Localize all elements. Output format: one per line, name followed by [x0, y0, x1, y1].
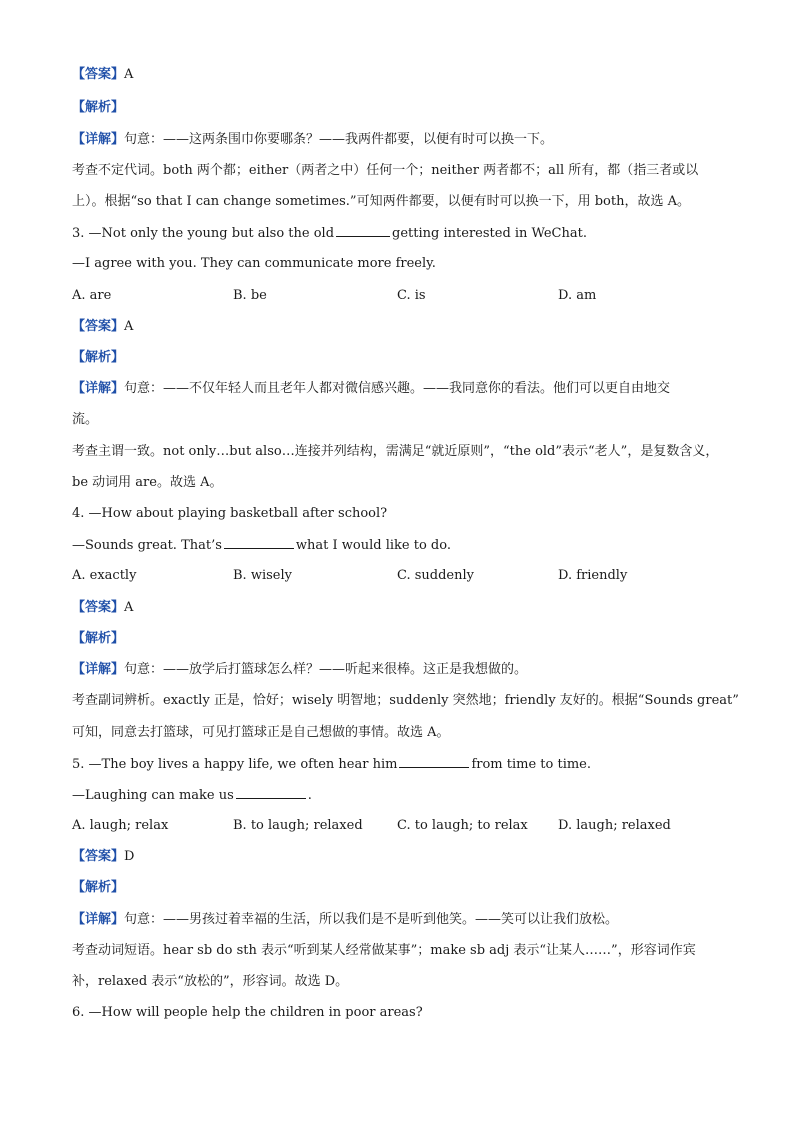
option-d: D. laugh; relaxed — [558, 818, 671, 833]
answer-value: A — [124, 67, 134, 82]
detail-label: 【详解】 — [72, 381, 125, 396]
detail-label: 【详解】 — [72, 132, 125, 147]
question-stem: 4. —How about playing basketball after school? — [72, 506, 388, 521]
option-a: A. exactly — [72, 568, 137, 583]
answer-line — [72, 848, 722, 866]
detail-text: 句意：——放学后打篮球怎么样？——听起来很棒。这正是我想做的。 — [124, 662, 528, 677]
question-stem: 5. —The boy lives a happy life, we often hear him from time to time. — [72, 757, 592, 772]
analysis-line — [72, 630, 722, 648]
option-a: A. laugh; relax — [72, 818, 169, 833]
detail-text: 句意：——这两条围巾你要哪条？——我两件都要，以便有时可以换一下。 — [124, 132, 554, 147]
answer-blank — [236, 786, 306, 799]
analysis-label: 【解析】 — [72, 880, 125, 895]
question-stem: 3. —Not only the young but also the old getting interested in WeChat. — [72, 226, 587, 241]
detail-line — [72, 380, 722, 398]
analysis-label: 【解析】 — [72, 100, 125, 115]
detail-text: 句意：——不仅年轻人而且老年人都对微信感兴趣。——我同意你的看法。他们可以更自由地交 — [124, 381, 671, 396]
detail-line: 流。 — [72, 412, 99, 427]
explanation-line: 考查不定代词。both 两个都；either（两者之中）任何一个；neither 两者都不；all 所有，都（指三者或以 — [72, 163, 699, 178]
explanation-line: be 动词用 are。故选 A。 — [72, 475, 223, 490]
answer-line — [72, 66, 722, 84]
question-reply: —Laughing can make us . — [72, 788, 312, 803]
option-b: B. be — [233, 288, 267, 303]
detail-text: 句意：——男孩过着幸福的生活，所以我们是不是听到他笑。——笑可以让我们放松。 — [124, 912, 619, 927]
answer-blank — [224, 536, 294, 549]
answer-blank — [399, 755, 469, 768]
explanation-line: 考查副词辨析。exactly 正是，恰好；wisely 明智地；suddenly 突然地；friendly 友好的。根据“Sounds great” — [72, 693, 739, 708]
answer-blank — [336, 224, 390, 237]
option-b: B. wisely — [233, 568, 292, 583]
answer-label: 【答案】 — [72, 67, 125, 82]
option-b: B. to laugh; relaxed — [233, 818, 363, 833]
question-reply: —Sounds great. That’s what I would like to do. — [72, 538, 451, 553]
explanation-line: 补，relaxed 表示“放松的”，形容词。故选 D。 — [72, 974, 349, 989]
option-c: C. is — [397, 288, 426, 303]
answer-label: 【答案】 — [72, 849, 125, 864]
analysis-line — [72, 879, 722, 897]
explanation-line: 考查主谓一致。not only…but also…连接并列结构，需满足“就近原则”，“the old”表示“老人”，是复数含义， — [72, 444, 719, 459]
answer-value: A — [124, 600, 134, 615]
answer-value: D — [124, 849, 135, 864]
answer-line — [72, 599, 722, 617]
answer-value: A — [124, 319, 134, 334]
answer-label: 【答案】 — [72, 600, 125, 615]
answer-line — [72, 318, 722, 336]
question-stem: 6. —How will people help the children in poor areas? — [72, 1005, 423, 1020]
option-c: C. to laugh; to relax — [397, 818, 528, 833]
analysis-line — [72, 99, 722, 117]
analysis-label: 【解析】 — [72, 631, 125, 646]
explanation-line: 可知，同意去打篮球，可见打篮球正是自己想做的事情。故选 A。 — [72, 725, 450, 740]
analysis-label: 【解析】 — [72, 350, 125, 365]
detail-line — [72, 131, 722, 149]
question-reply: —I agree with you. They can communicate more freely. — [72, 256, 436, 271]
option-c: C. suddenly — [397, 568, 475, 583]
explanation-line: 考查动词短语。hear sb do sth 表示“听到某人经常做某事”；make sb adj 表示“让某人……”，形容词作宾 — [72, 943, 696, 958]
option-d: D. friendly — [558, 568, 628, 583]
option-d: D. am — [558, 288, 597, 303]
detail-label: 【详解】 — [72, 662, 125, 677]
option-a: A. are — [72, 288, 112, 303]
analysis-line — [72, 349, 722, 367]
answer-label: 【答案】 — [72, 319, 125, 334]
detail-line — [72, 911, 722, 929]
detail-line — [72, 661, 722, 679]
explanation-line: 上）。根据“so that I can change sometimes.”可知两件都要，以便有时可以换一下，用 both，故选 A。 — [72, 194, 690, 209]
detail-label: 【详解】 — [72, 912, 125, 927]
